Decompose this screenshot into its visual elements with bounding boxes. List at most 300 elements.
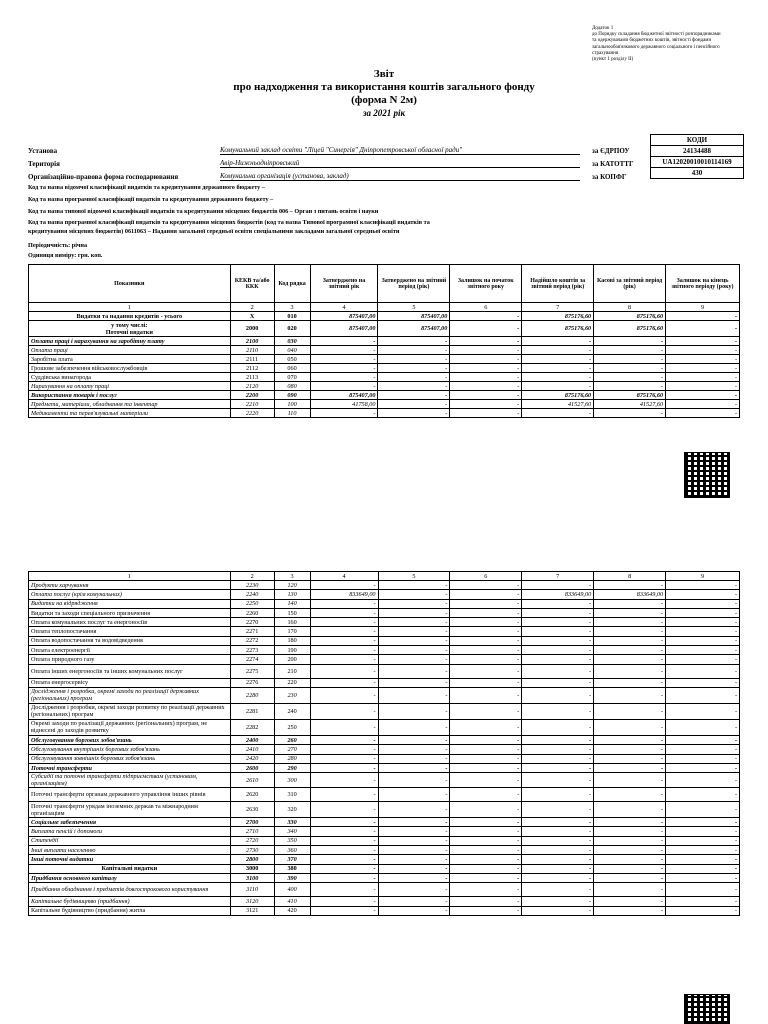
cell-value: -	[378, 646, 450, 655]
cell-value: -	[522, 373, 594, 382]
cell-value: 875176,60	[594, 312, 666, 321]
table-row	[29, 818, 740, 827]
cell-value: -	[522, 382, 594, 391]
row-label: Предмети, матеріали, обладнання та інвентар	[29, 400, 231, 409]
cell-value: 875407,00	[310, 321, 378, 337]
cell-value: -	[310, 855, 378, 864]
cell-value: -	[522, 409, 594, 418]
cell-value: -	[378, 678, 450, 687]
cell-value: -	[522, 802, 594, 818]
cell-value: -	[450, 836, 522, 845]
cell-value: 2240	[230, 590, 274, 599]
cell-value: -	[522, 745, 594, 754]
row-label: Оплата комунальних послуг та енергоносіїв	[29, 618, 231, 627]
cell-value: -	[378, 664, 450, 678]
class-line-2: Код та назва програмної класифікації видатків та кредитування державного бюджету –	[28, 196, 274, 203]
row-label: Поточні трансферти урядам іноземних держав та міжнародним організаціям	[29, 802, 231, 818]
cell-value: -	[310, 636, 378, 645]
table-row	[29, 655, 740, 664]
cell-value: 2630	[230, 802, 274, 818]
cell-value: -	[666, 754, 740, 763]
cell-value: 2110	[230, 346, 274, 355]
row-label: Соціальне забезпечення	[29, 818, 231, 827]
cell-value: -	[450, 382, 522, 391]
report-subtitle: про надходження та використання коштів загального фонду	[233, 81, 535, 93]
appendix-note: Додаток 1 до Порядку складання бюджетної звітності розпорядниками та одержувачами бюджетних коштів, звітності фондами загальнообов'язкового державного соціального і пенсійного страхування (пункт 1 розділу II)	[592, 26, 721, 63]
cell-value: -	[666, 802, 740, 818]
cell-value: -	[450, 373, 522, 382]
cell-value: 875176,60	[594, 321, 666, 337]
cell-value: 200	[274, 655, 310, 664]
cell-value: 833649,00	[522, 590, 594, 599]
row-label: Використання товарів і послуг	[29, 391, 231, 400]
cell-value: -	[522, 836, 594, 845]
cell-value: 400	[274, 883, 310, 897]
cell-value: -	[522, 646, 594, 655]
cell-value: 2120	[230, 382, 274, 391]
cell-value: 190	[274, 646, 310, 655]
cell-value: -	[450, 364, 522, 373]
cell-value: -	[594, 599, 666, 608]
table-row	[29, 735, 740, 744]
col-header: Код рядка	[274, 265, 310, 303]
cell-value: -	[378, 608, 450, 617]
cell-value: -	[522, 664, 594, 678]
cell-value: -	[378, 855, 450, 864]
table-row	[29, 855, 740, 864]
cell-value: 2720	[230, 836, 274, 845]
cell-value: -	[450, 763, 522, 772]
cell-value: -	[450, 864, 522, 873]
cell-value: -	[378, 687, 450, 703]
column-number: 3	[274, 303, 310, 312]
cell-value: -	[522, 627, 594, 636]
cell-value: -	[378, 590, 450, 599]
cell-value: -	[666, 599, 740, 608]
cell-value: 2250	[230, 599, 274, 608]
column-number: 9	[666, 303, 740, 312]
cell-value: -	[666, 312, 740, 321]
cell-value: -	[666, 864, 740, 873]
cell-value: 875407,00	[378, 321, 450, 337]
cell-value: -	[310, 735, 378, 744]
cell-value: 340	[274, 827, 310, 836]
cell-value: -	[310, 599, 378, 608]
cell-value: -	[594, 773, 666, 788]
cell-value: -	[310, 382, 378, 391]
cell-value: -	[666, 655, 740, 664]
row-label: Придбання основного капіталу	[29, 873, 231, 882]
cell-value: -	[310, 703, 378, 719]
cell-value: 875176,60	[522, 312, 594, 321]
column-number: 2	[230, 572, 274, 581]
cell-value: 220	[274, 678, 310, 687]
cell-value: -	[522, 655, 594, 664]
cell-value: -	[378, 364, 450, 373]
col-header: Надійшло коштів за звітний період (рік)	[522, 265, 594, 303]
cell-value: -	[522, 897, 594, 906]
codes-header: КОДИ	[650, 134, 744, 146]
cell-value: -	[378, 337, 450, 346]
table-row	[29, 678, 740, 687]
cell-value: -	[450, 655, 522, 664]
cell-value: -	[666, 409, 740, 418]
cell-value: 41527,60	[594, 400, 666, 409]
cell-value: 140	[274, 599, 310, 608]
cell-value: -	[450, 745, 522, 754]
cell-value: -	[310, 373, 378, 382]
cell-value: 2260	[230, 608, 274, 617]
cell-value: -	[666, 703, 740, 719]
class-line-3: Код та назва типової відомчої класифікації видатків та кредитування місцевих бюджетів 006 – Орган з питань освіти і науки	[28, 208, 379, 215]
cell-value: 2111	[230, 355, 274, 364]
cell-value: -	[310, 802, 378, 818]
cell-value: -	[666, 400, 740, 409]
report-form: (форма N 2м)	[351, 94, 417, 106]
cell-value: 160	[274, 618, 310, 627]
cell-value: -	[378, 703, 450, 719]
cell-value: -	[666, 818, 740, 827]
cell-value: -	[378, 391, 450, 400]
edrpou-code: 24134488	[650, 145, 744, 157]
table-row	[29, 382, 740, 391]
cell-value: -	[666, 897, 740, 906]
row-label: Заробітна плата	[29, 355, 231, 364]
cell-value: -	[522, 883, 594, 897]
cell-value: 875176,60	[522, 321, 594, 337]
table-row	[29, 864, 740, 873]
cell-value: -	[594, 655, 666, 664]
cell-value: -	[310, 897, 378, 906]
cell-value: -	[522, 818, 594, 827]
cell-value: -	[594, 409, 666, 418]
cell-value: 2000	[230, 321, 274, 337]
cell-value: -	[378, 763, 450, 772]
cell-value: -	[594, 745, 666, 754]
cell-value: -	[450, 703, 522, 719]
cell-value: -	[522, 864, 594, 873]
cell-value: -	[310, 364, 378, 373]
cell-value: -	[450, 897, 522, 906]
column-number: 1	[29, 572, 231, 581]
cell-value: 2275	[230, 664, 274, 678]
kopfg-label: за КОПФГ	[592, 173, 627, 181]
row-label: Обслуговування внутрішніх боргових зобов'язань	[29, 745, 231, 754]
cell-value: -	[666, 337, 740, 346]
cell-value: 370	[274, 855, 310, 864]
cell-value: -	[522, 581, 594, 590]
row-label: Інші виплати населенню	[29, 846, 231, 855]
cell-value: 833649,00	[310, 590, 378, 599]
cell-value: 2272	[230, 636, 274, 645]
col-header: Залишок на початок звітного року	[450, 265, 522, 303]
table-row	[29, 827, 740, 836]
report-table-2	[28, 571, 740, 916]
cell-value: -	[666, 646, 740, 655]
column-number: 4	[310, 303, 378, 312]
column-numbers-row	[29, 303, 740, 312]
cell-value: -	[594, 836, 666, 845]
cell-value: -	[594, 873, 666, 882]
cell-value: 020	[274, 321, 310, 337]
cell-value: -	[378, 754, 450, 763]
cell-value: -	[378, 873, 450, 882]
table-header-row	[29, 265, 740, 303]
cell-value: -	[594, 906, 666, 915]
row-label: Продукти харчування	[29, 581, 231, 590]
cell-value: 3110	[230, 883, 274, 897]
column-number: 7	[522, 303, 594, 312]
cell-value: -	[594, 846, 666, 855]
cell-value: -	[594, 581, 666, 590]
cell-value: 060	[274, 364, 310, 373]
cell-value: -	[666, 364, 740, 373]
cell-value: -	[378, 818, 450, 827]
cell-value: -	[594, 678, 666, 687]
cell-value: -	[522, 337, 594, 346]
row-label: Медикаменти та перев'язувальні матеріали	[29, 409, 231, 418]
cell-value: 2271	[230, 627, 274, 636]
column-number: 4	[310, 572, 378, 581]
report-table-1	[28, 264, 740, 418]
cell-value: -	[522, 873, 594, 882]
cell-value: 875407,00	[310, 391, 378, 400]
cell-value: -	[310, 618, 378, 627]
table-row	[29, 409, 740, 418]
table-row	[29, 312, 740, 321]
cell-value: -	[450, 409, 522, 418]
cell-value: -	[522, 364, 594, 373]
cell-value: -	[522, 763, 594, 772]
cell-value: -	[378, 355, 450, 364]
cell-value: -	[310, 745, 378, 754]
row-label: Обслуговування зовнішніх боргових зобов'язань	[29, 754, 231, 763]
cell-value: -	[450, 618, 522, 627]
cell-value: -	[450, 735, 522, 744]
row-label: Оплата теплопостачання	[29, 627, 231, 636]
cell-value: -	[450, 321, 522, 337]
col-header: Залишок на кінець звітного періоду (року)	[666, 265, 740, 303]
cell-value: -	[666, 873, 740, 882]
cell-value: 2400	[230, 735, 274, 744]
row-label: Оплата водопостачання та водовідведення	[29, 636, 231, 645]
cell-value: -	[450, 754, 522, 763]
cell-value: -	[666, 678, 740, 687]
table-row	[29, 627, 740, 636]
table-row	[29, 321, 740, 337]
cell-value: 2282	[230, 719, 274, 735]
cell-value: -	[450, 346, 522, 355]
cell-value: -	[450, 391, 522, 400]
cell-value: -	[522, 678, 594, 687]
cell-value: 100	[274, 400, 310, 409]
cell-value: 875176,60	[522, 391, 594, 400]
cell-value: 2800	[230, 855, 274, 864]
report-title: Звіт	[373, 68, 395, 80]
cell-value: -	[450, 687, 522, 703]
cell-value: -	[310, 773, 378, 788]
cell-value: -	[594, 763, 666, 772]
cell-value: -	[310, 836, 378, 845]
class-line-4: Код та назва програмної класифікації видатків та кредитування місцевих бюджетів (код та назва Типової програмної класифікації видатків та	[28, 219, 430, 226]
cell-value: -	[310, 646, 378, 655]
cell-value: 2200	[230, 391, 274, 400]
cell-value: 080	[274, 382, 310, 391]
table-row	[29, 391, 740, 400]
column-number: 5	[378, 572, 450, 581]
row-label: Інші поточні видатки	[29, 855, 231, 864]
table-row	[29, 745, 740, 754]
cell-value: -	[450, 581, 522, 590]
column-number: 2	[230, 303, 274, 312]
cell-value: -	[310, 906, 378, 915]
row-label: Субсидії та поточні трансферти підприємствам (установам, організаціям)	[29, 773, 231, 788]
cell-value: -	[450, 590, 522, 599]
cell-value: -	[522, 355, 594, 364]
cell-value: -	[666, 763, 740, 772]
cell-value: -	[666, 883, 740, 897]
row-label: Стипендії	[29, 836, 231, 845]
cell-value: -	[378, 719, 450, 735]
cell-value: -	[666, 735, 740, 744]
cell-value: -	[450, 855, 522, 864]
cell-value: 2700	[230, 818, 274, 827]
row-label: Видатки на відрядження	[29, 599, 231, 608]
table-row	[29, 599, 740, 608]
cell-value: -	[450, 599, 522, 608]
cell-value: -	[378, 636, 450, 645]
column-number: 6	[450, 572, 522, 581]
cell-value: 180	[274, 636, 310, 645]
cell-value: 240	[274, 703, 310, 719]
row-label: Оплата інших енергоносіїв та інших комунальних послуг	[29, 664, 231, 678]
cell-value: 170	[274, 627, 310, 636]
cell-value: -	[522, 827, 594, 836]
col-header: Затверджено на звітний період (рік)	[378, 265, 450, 303]
cell-value: -	[594, 802, 666, 818]
cell-value: -	[450, 719, 522, 735]
cell-value: -	[310, 846, 378, 855]
cell-value: -	[310, 719, 378, 735]
cell-value: -	[378, 846, 450, 855]
cell-value: -	[450, 846, 522, 855]
row-label: Поточні трансферти органам державного управління інших рівнів	[29, 788, 231, 802]
cell-value: -	[450, 608, 522, 617]
cell-value: -	[310, 763, 378, 772]
table-row	[29, 788, 740, 802]
cell-value: 2600	[230, 763, 274, 772]
cell-value: 2270	[230, 618, 274, 627]
col-header: КЕКВ та/або ККК	[230, 265, 274, 303]
cell-value: -	[450, 873, 522, 882]
cell-value: 2410	[230, 745, 274, 754]
cell-value: -	[666, 773, 740, 788]
cell-value: 030	[274, 337, 310, 346]
cell-value: -	[522, 735, 594, 744]
cell-value: -	[666, 590, 740, 599]
cell-value: 270	[274, 745, 310, 754]
cell-value: -	[310, 883, 378, 897]
table-row	[29, 337, 740, 346]
cell-value: 290	[274, 763, 310, 772]
cell-value: -	[666, 719, 740, 735]
row-label: Капітальні видатки	[29, 864, 231, 873]
cell-value: -	[310, 664, 378, 678]
table-row	[29, 581, 740, 590]
cell-value: 3120	[230, 897, 274, 906]
cell-value: -	[666, 788, 740, 802]
cell-value: -	[450, 678, 522, 687]
report-period: за 2021 рік	[362, 108, 406, 118]
row-label: Нарахування на оплату праці	[29, 382, 231, 391]
cell-value: 070	[274, 373, 310, 382]
cell-value: -	[666, 846, 740, 855]
table-row	[29, 906, 740, 915]
cell-value: 2112	[230, 364, 274, 373]
unit: Одиниця виміру: грн. коп.	[28, 252, 103, 259]
table-row	[29, 346, 740, 355]
cell-value: -	[450, 646, 522, 655]
cell-value: -	[666, 373, 740, 382]
cell-value: 2710	[230, 827, 274, 836]
cell-value: -	[378, 373, 450, 382]
cell-value: -	[378, 864, 450, 873]
cell-value: -	[594, 664, 666, 678]
cell-value: 2420	[230, 754, 274, 763]
row-label: Поточні трансферти	[29, 763, 231, 772]
table-row	[29, 836, 740, 845]
row-label: Оплата послуг (крім комунальних)	[29, 590, 231, 599]
org-form-label: Організаційно-правова форма господарювання	[28, 173, 179, 181]
cell-value: -	[378, 735, 450, 744]
cell-value: -	[594, 827, 666, 836]
cell-value: -	[666, 836, 740, 845]
cell-value: -	[594, 864, 666, 873]
cell-value: -	[378, 802, 450, 818]
cell-value: -	[522, 703, 594, 719]
cell-value: -	[450, 664, 522, 678]
table-row	[29, 846, 740, 855]
cell-value: -	[310, 827, 378, 836]
cell-value: -	[378, 897, 450, 906]
cell-value: -	[594, 788, 666, 802]
cell-value: -	[522, 346, 594, 355]
katottg-label: за КАТОТТГ	[592, 160, 634, 168]
cell-value: -	[378, 655, 450, 664]
cell-value: -	[666, 608, 740, 617]
cell-value: -	[666, 827, 740, 836]
cell-value: -	[310, 687, 378, 703]
row-label: Дослідження і розробки, окремі заходи по реалізації державних (регіональних) програм	[29, 687, 231, 703]
cell-value: -	[450, 400, 522, 409]
territory-label: Територія	[28, 160, 60, 168]
cell-value: -	[666, 687, 740, 703]
cell-value: 2730	[230, 846, 274, 855]
cell-value: -	[310, 627, 378, 636]
cell-value: -	[594, 636, 666, 645]
cell-value: 380	[274, 864, 310, 873]
cell-value: -	[666, 346, 740, 355]
cell-value: 360	[274, 846, 310, 855]
qr-code-icon	[684, 994, 730, 1024]
column-number: 6	[450, 303, 522, 312]
cell-value: -	[378, 627, 450, 636]
cell-value: -	[310, 788, 378, 802]
cell-value: -	[522, 719, 594, 735]
cell-value: -	[666, 745, 740, 754]
row-label: Видатки та надання кредитів - усього	[29, 312, 231, 321]
cell-value: -	[378, 745, 450, 754]
